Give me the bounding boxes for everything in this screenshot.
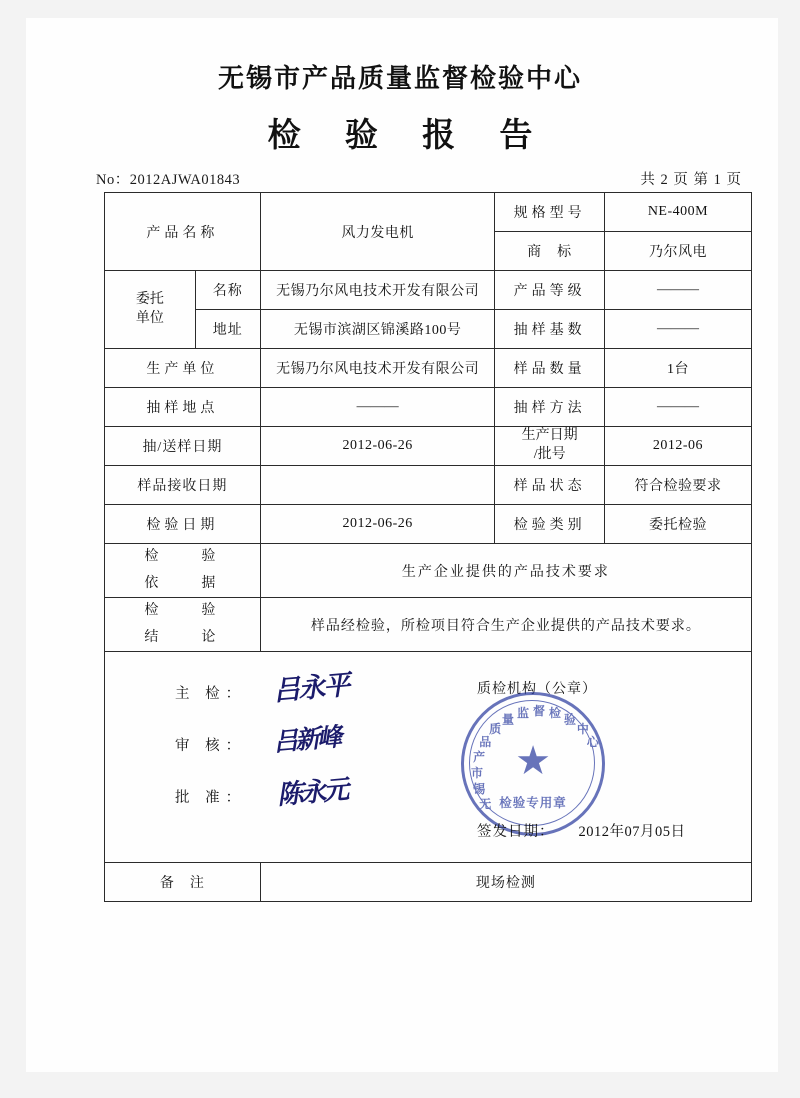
table-row [105,271,752,310]
scan-edge-top [0,0,800,18]
product-name-label: 产品名称 [105,193,261,271]
sample-state-label: 样品状态 [495,466,605,505]
official-seal-stamp [461,692,605,836]
page-title: 检 验 报 告 [267,118,551,154]
remark-value: 现场检测 [260,863,751,902]
report-table [104,192,752,902]
table-row [105,349,752,388]
signature-cell [105,652,752,863]
scan-edge-right [778,0,800,1098]
page-indicator: 共 2 页 第 1 页 [640,172,742,188]
inspection-basis-label-line1: 检 验 [144,549,221,564]
inspect-type-label: 检验类别 [495,505,605,544]
scan-edge-bottom [0,1072,800,1098]
client-unit-label-line1: 委托 [135,291,164,307]
inspect-type-value: 委托检验 [604,505,751,544]
reviewer-label: 审 核： [175,738,247,755]
chief-inspector-label: 主 检： [175,686,247,703]
receive-date-label: 样品接收日期 [105,466,261,505]
model-value: NE-400M [604,193,751,232]
trademark-value: 乃尔风电 [604,232,751,271]
client-address-value: 无锡市滨湖区锦溪路100号 [260,310,495,349]
report-number [96,168,240,189]
table-row [105,863,752,902]
production-date-label [495,427,605,466]
sampling-place-value: ——— [260,388,495,427]
seal-bottom-text: 检验专用章 [499,796,567,811]
client-name-value: 无锡乃尔风电技术开发有限公司 [260,271,495,310]
inspect-date-value: 2012-06-26 [260,505,495,544]
table-row [105,544,752,598]
sample-quantity-label: 样品数量 [495,349,605,388]
chief-inspector-signature: 吕永平 [272,670,350,708]
conclusion-value: 样品经检验，所检项目符合生产企业提供的产品技术要求。 [260,598,751,652]
seal-arc-text: 无 锡 市 产 品 质 量 监 督 检 验 中 心 [471,704,600,812]
conclusion-label [105,598,261,652]
table-row [105,388,752,427]
table-row [105,652,752,863]
product-grade-value: ——— [604,271,751,310]
approver-signature: 陈永元 [276,775,348,812]
sampling-method-label: 抽样方法 [495,388,605,427]
table-row [105,193,752,232]
sample-state-value: 符合检验要求 [604,466,751,505]
client-unit-label [105,271,196,349]
issue-date [477,820,686,841]
table-row [105,427,752,466]
trademark-label: 商 标 [495,232,605,271]
client-unit-label-line2: 单位 [135,310,164,326]
inspection-basis-label [105,544,261,598]
client-name-label: 名称 [195,271,260,310]
star-icon: ★ [515,738,551,784]
receive-date-value [260,466,495,505]
inspection-basis-label-line2: 依 据 [144,575,221,591]
organization-title: 无锡市产品质量监督检验中心 [217,64,582,93]
production-date-label-line1: 生产日期 [521,428,578,444]
table-row [105,310,752,349]
inspection-basis-value: 生产企业提供的产品技术要求 [260,544,751,598]
client-address-label: 地址 [195,310,260,349]
remark-label: 备 注 [105,863,261,902]
manufacturer-value: 无锡乃尔风电技术开发有限公司 [260,349,495,388]
issue-date-label: 签发日期： [477,824,555,841]
inspect-date-label: 检验日期 [105,505,261,544]
table-row [105,466,752,505]
sampling-base-label: 抽样基数 [495,310,605,349]
sample-quantity-value: 1台 [604,349,751,388]
production-date-value: 2012-06 [604,427,751,466]
document-header [0,58,800,156]
approver-label: 批 准： [175,790,247,807]
scan-edge-left [0,0,26,1098]
report-number-label: No： [96,172,130,188]
conclusion-label-line2: 结 论 [144,629,221,645]
table-row [105,598,752,652]
signature-area [105,652,751,862]
sampling-method-value: ——— [604,388,751,427]
issue-date-value: 2012年07月05日 [578,824,686,841]
product-name-value: 风力发电机 [260,193,495,271]
conclusion-label-line1: 检 验 [144,603,221,619]
sampling-date-label: 抽/送样日期 [105,427,261,466]
table-row [105,505,752,544]
report-number-value: 2012AJWA01843 [129,172,241,188]
sampling-date-value: 2012-06-26 [260,427,495,466]
manufacturer-label: 生产单位 [105,349,261,388]
model-label: 规格型号 [495,193,605,232]
seal-label: 质检机构（公章） [477,682,597,698]
reviewer-signature: 吕新峰 [271,722,341,758]
production-date-label-line2: /批号 [533,447,566,462]
report-meta-row [96,168,756,189]
product-grade-label: 产品等级 [495,271,605,310]
sampling-base-value: ——— [604,310,751,349]
sampling-place-label: 抽样地点 [105,388,261,427]
